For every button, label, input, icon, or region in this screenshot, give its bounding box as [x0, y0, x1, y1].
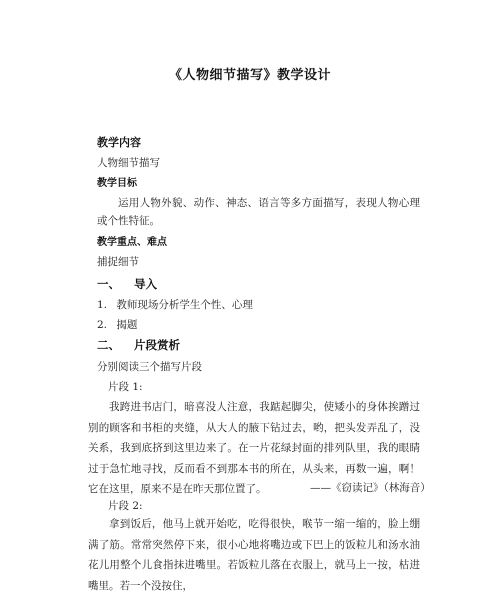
fragment-1-text: 我跨进书店门，暗喜没人注意，我踮起脚尖，使矮小的身体挨蹭过别的顾客和书柜的夹缝，从大人的腋下钻过去，哟，把头发弄乱了，没关系，我到底挤到这里边来了。在一片花绿封面的排列队里，我的眼睛过于急忙地寻找，反而看不到那本书的所在，从头来，再数一遍，啊！它在这里，原来不是在昨天那位置了。: [88, 401, 420, 495]
fragment-1-attribution: ——《窃读记》（林海音）: [310, 482, 431, 494]
part2-heading-row: [97, 338, 180, 352]
fragment-1-label: 片段 1:: [108, 381, 143, 393]
part1-heading: 导入: [134, 277, 158, 291]
part2-intro: 分别阅读三个描写片段: [97, 361, 202, 373]
fragment-2-label: 片段 2:: [108, 500, 143, 512]
part1-heading-row: [97, 277, 157, 291]
part1-item-2-text: 揭题: [116, 319, 138, 331]
content-heading: 教学内容: [97, 136, 141, 149]
goal-text: 运用人物外貌、动作、神态、语言等多方面描写，表现人物心理或个性特征。: [97, 197, 420, 227]
part2-heading: 片段赏析: [134, 338, 181, 352]
part1-item-1-number: 1.: [97, 299, 108, 311]
focus-text: 捕捉细节: [97, 256, 139, 268]
part1-item-1-text: 教师现场分析学生个性、心理: [116, 299, 253, 311]
content-text: 人物细节描写: [97, 157, 160, 169]
focus-heading: 教学重点、难点: [97, 237, 167, 248]
part2-number: 二、: [97, 338, 120, 352]
part1-item-2: [97, 318, 137, 332]
part1-item-1: [97, 298, 253, 312]
part1-number: 一、: [97, 277, 120, 291]
goal-heading: 教学目标: [97, 178, 137, 189]
part1-item-2-number: 2.: [97, 319, 108, 331]
fragment-2-text: 拿到饭后，他马上就开始吃，吃得很快，喉节一缩一缩的，脸上绷满了筋。常常突然停下来，很小心地将嘴边或下巴上的饭粒儿和汤水油花儿用整个儿食指抹进嘴里。若饭粒儿落在衣服上，就马上一按，枯进嘴里。若一个没按住，: [88, 518, 420, 592]
document-title: 《人物细节描写》教学设计: [168, 68, 331, 83]
